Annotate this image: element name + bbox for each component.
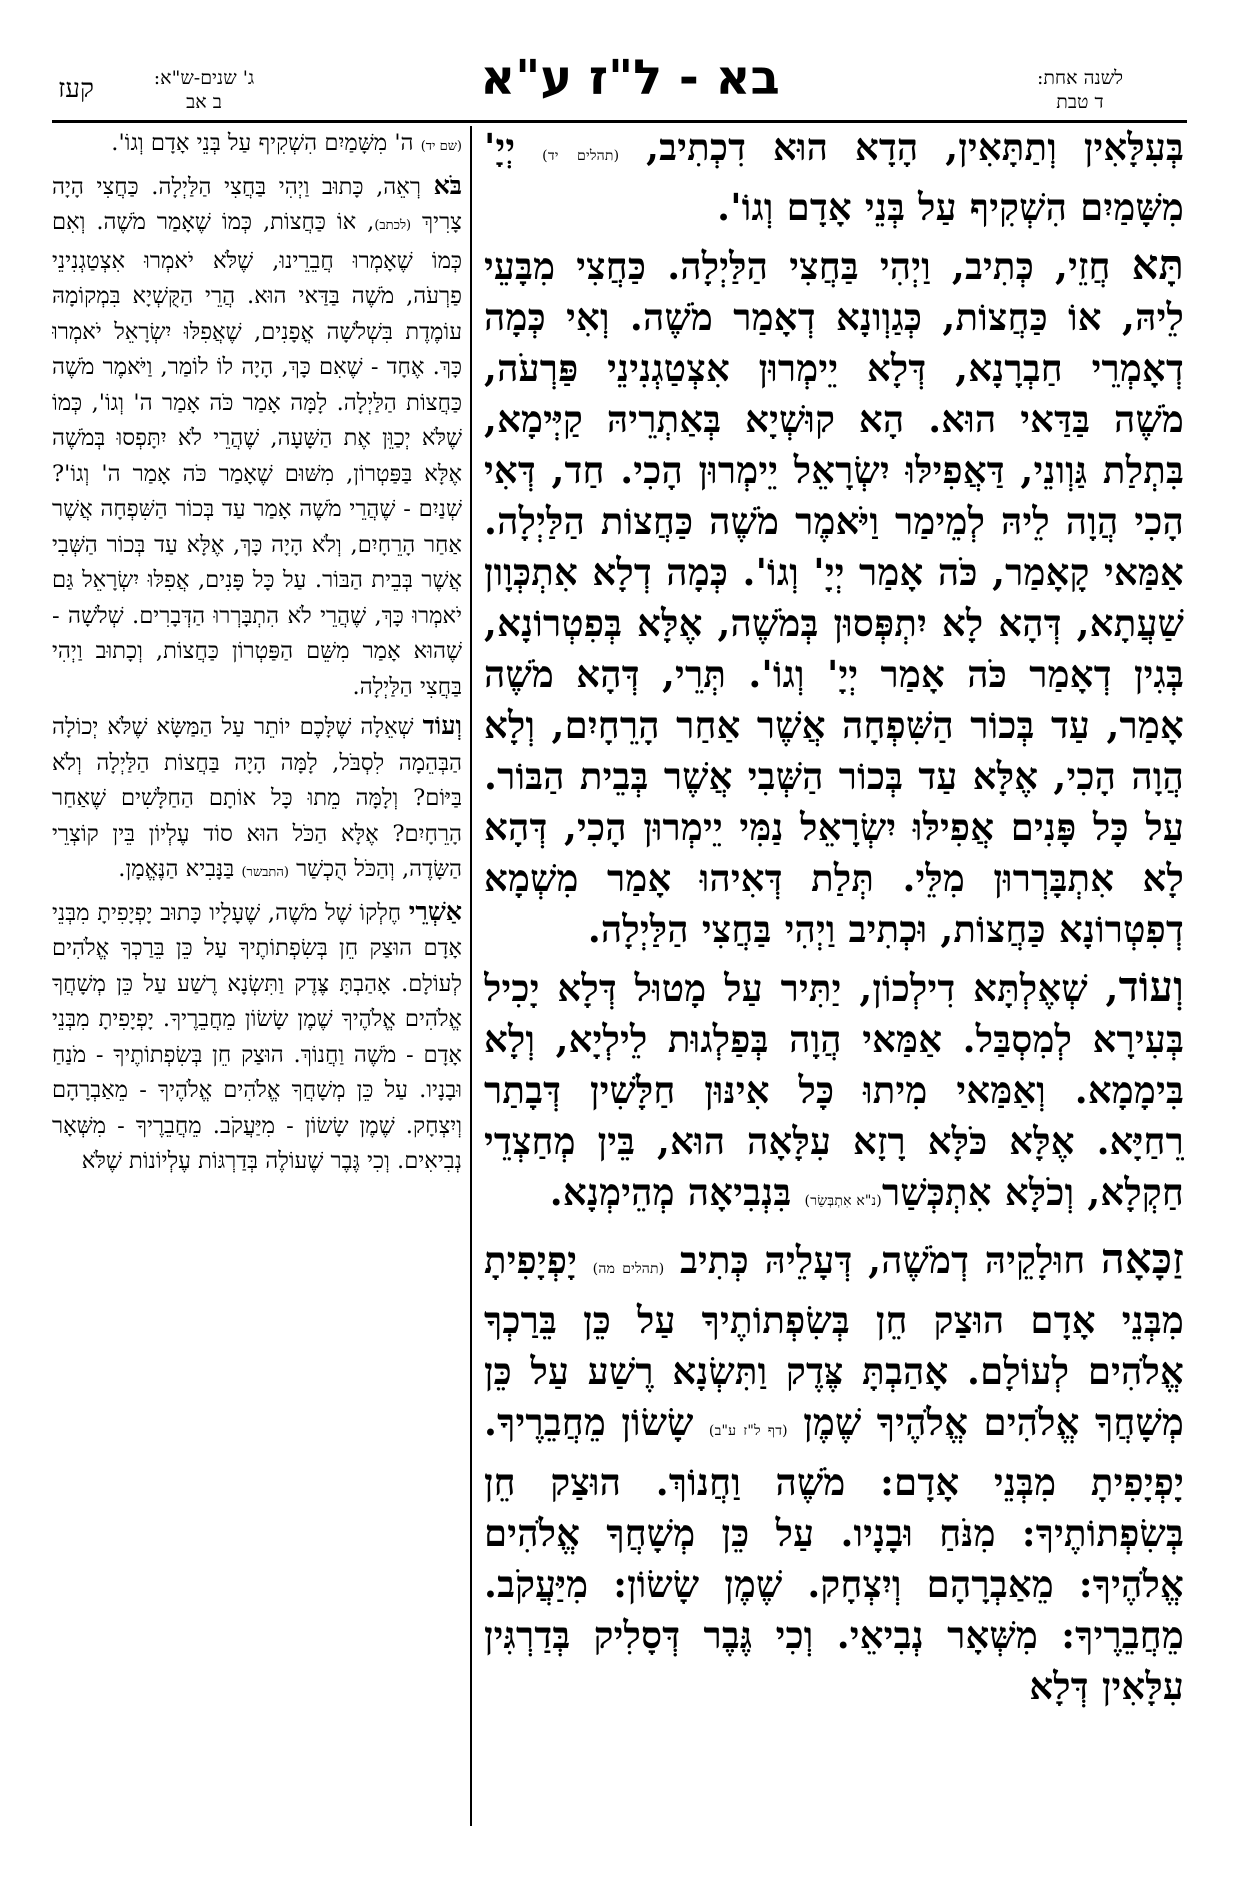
side-p4-lead-word: אַשְׁרֵי — [408, 895, 462, 926]
main-p4-folio-marker: (דף ל"ז ע"ב) — [708, 1423, 788, 1439]
side-p2-text2: , אוֹ כַּחֲצוֹת, כְּמוֹ שֶׁאָמַר מֹשֶׁה. וְאִם כְּמוֹ שֶׁאָמְרוּ חֲבֵרֵינוּ, שֶׁלֹּא יֹאמְרוּ אִצְטַגְנִינֵי פַרְעֹה, מֹשֶׁה בַּדַּאי הוּא. הֲרֵי הַקֻּשְׁיָא בִּמְקוֹמָהּ עוֹמֶדֶת בִּשְׁלֹשָׁה אֳפָנִים, שֶׁאֲפִלּוּ יִשְׂרָאֵל יֹאמְרוּ כָּךְ. אֶחָד - שֶׁאִם כָּךְ, הָיָה לוֹ לוֹמַר, וַיֹּאמֶר מֹשֶׁה כַּחֲצוֹת הַלַּיְלָה. לָמָּה אָמַר כֹּה אָמַר ה' וְגוֹ', כְּמוֹ שֶׁלֹּא יְכַוֵּן אֶת הַשָּׁעָה, שֶׁהֲרֵי לֹא יִתָּפְסוּ בְּמֹשֶׁה אֶלָּא בַּפַּטְרוֹן, מִשּׁוּם שֶׁאָמַר כֹּה אָמַר ה' וְגוֹ'? שְׁנַיִם - שֶׁהֲרֵי מֹשֶׁה אָמַר עַד בְּכוֹר הַשִּׁפְחָה אֲשֶׁר אַחַר הָרֵחָיִם, וְלֹא הָיָה כָּךְ, אֶלָּא עַד בְּכוֹר הַשְּׁבִי אֲשֶׁר בְּבֵית הַבּוֹר. עַל כָּל פָּנִים, אֲפִלּוּ יִשְׂרָאֵל גַּם יֹאמְרוּ כָּךְ, שֶׁהֲרֵי לֹא הִתְבָּרְרוּ הַדְּבָרִים. שְׁלֹשָׁה - שֶׁהוּא אָמַר מִשֵּׁם הַפַּטְרוֹן כַּחֲצוֹת, וְכָתוּב וַיְהִי בַּחֲצִי הַלַּיְלָה. — [52, 209, 462, 700]
page-number: קעז — [58, 74, 94, 104]
main-p1-reference: (תהלים יד) — [542, 148, 620, 164]
side-p3-text: שְׁאֵלָה שֶׁלָּכֶם יוֹתֵר עַל הַמַּשָּׂא שֶׁלֹּא יְכוֹלָה הַבְּהֵמָה לִסְבֹּל, לָמָּה הָיָה בַּחֲצוֹת הַלַּיְלָה וְלֹא בַּיּוֹם? וְלָמָּה מֵתוּ כָּל אוֹתָם הַחַלָּשִׁים שֶׁאַחַר הָרֵחָיִם? אֶלָּא הַכֹּל הוּא סוֹד עֶלְיוֹן בֵּין קוֹצְרֵי הַשָּׂדֶה, וְהַכֹּל הֻכְשַׁר — [52, 714, 462, 882]
side-paragraph-1 — [52, 126, 462, 165]
main-paragraph-3 — [484, 961, 1184, 1227]
side-paragraph-3 — [52, 708, 462, 891]
side-paragraph-2 — [52, 168, 462, 706]
side-p2-text: רְאֵה, כָּתוּב וַיְהִי בַּחֲצִי הַלַּיְלָה. כַּחֲצִי הָיָה צָרִיךְ — [52, 173, 462, 235]
main-p3-text2: בִּנְבִיאָה מְהֵימְנָא. — [549, 1170, 805, 1214]
side-p3-variant-note: (התבשר) — [241, 865, 289, 880]
side-p2-lead-word: בֹּא — [433, 169, 462, 200]
header-right-line2: ד טבת — [1056, 91, 1104, 113]
main-text-column — [484, 122, 1184, 1842]
main-p3-text: , שְׁאֶלְתָּא דִילְכוֹן, יַתִּיר עַל מָטוּל דְּלָא יָכִיל בְּעִירָא לְמִסְבַּל. אַמַּאי הֲוָה בְּפַלְגוּת לֵילְיָא, וְלָא בִּימָמָא. וְאַמַּאי מִיתוּ כָּל אִינּוּן חַלָּשִׁין דְּבָתַר רֵחַיָּא. אֶלָּא כֹּלָּא רָזָא עִלָּאָה הוּא, בֵּין מְחַצְדֵי חַקְלָא, וְכֹלָּא אִתְכְּשַׁר — [484, 966, 1184, 1214]
side-p2-note: (לכתב) — [374, 218, 412, 233]
main-paragraph-1 — [484, 122, 1184, 233]
side-p3-lead-word: וְעוֹד — [422, 710, 462, 740]
header-edition-one-year — [990, 66, 1170, 114]
main-p3-lead-word: וְעוֹד — [1118, 962, 1184, 1011]
main-p1-text: בְּעִלָּאִין וְתַתָּאִין, הָדָא הוּא דִכְתִיב, — [619, 125, 1184, 169]
main-p2-text: חֲזֵי, כְּתִיב, וַיְהִי בַּחֲצִי הַלַּיְלָה. כַּחֲצִי מִבָּעֵי לֵיהּ, אוֹ כַּחֲצוֹת, כְּגַוְונָא דְאָמַר מֹשֶׁה. וְאִי כְּמָה דְאָמְרֵי חַבְרָנָא, דְּלָא יֵימְרוּן אִצְטַגְנִינֵי פַּרְעֹה, מֹשֶׁה בַּדַּאי הוּא. הָא קוּשְׁיָא בְּאַתְרֵיהּ קַיְּימָא, בִּתְלַת גַּוְונֵי, דַּאֲפִילּוּ יִשְׂרָאֵל יֵימְרוּן הָכִי. חַד, דְּאִי הָכִי הֲוָה לֵיהּ לְמֵימַר וַיֹּאמֶר מֹשֶׁה כַּחֲצוֹת הַלַּיְלָה. אַמַּאי קָאָמַר, כֹּה אָמַר יְיָ' וְגוֹ'. כְּמָה דְלָא אִתְכְּוָון שַׁעֲתָא, דְּהָא לָא יִתְפְּסוּן בְּמֹשֶׁה, אֶלָּא בְּפִטְרוֹנָא, בְּגִין דְאָמַר כֹּה אָמַר יְיָ' וְגוֹ'. תְּרֵי, דְּהָא מֹשֶׁה אָמַר, עַד בְּכוֹר הַשִּׁפְחָה אֲשֶׁר אַחַר הָרֵחָיִם, וְלָא הֲוָה הָכִי, אֶלָּא עַד בְּכוֹר הַשְּׁבִי אֲשֶׁר בְּבֵית הַבּוֹר. עַל כָּל פָּנִים אֲפִילּוּ יִשְׂרָאֵל נַמִּי יֵימְרוּן הָכִי, דְּהָא לָא אִתְבָּרְרוּן מִלֵּי. תְּלַת דְּאִיהוּ אָמַר מִשְׁמָא דְפִטְרוֹנָא כַּחֲצוֹת, וּכְתִיב וַיְהִי בַּחֲצִי הַלַּיְלָה. — [484, 244, 1184, 951]
main-p4-reference: (תהלים מה) — [592, 1261, 665, 1277]
side-p1-text: ה' מִשָּׁמַיִם הִשְׁקִיף עַל בְּנֵי אָדָם וְגוֹ'. — [111, 130, 421, 156]
side-p3-text2: בַּנָּבִיא הַנֶּאֱמָן. — [118, 856, 242, 882]
header-left-line1: ג' שנים-ש"א: — [153, 67, 255, 89]
main-p3-variant-note: (נ"א אִתְבְּשַׂר) — [804, 1193, 882, 1209]
main-p4-lead-word: זַכָּאָה — [1100, 1234, 1184, 1283]
column-divider — [470, 126, 472, 1826]
side-paragraph-4 — [52, 894, 462, 1180]
header-edition-three-years — [134, 66, 274, 114]
main-p2-lead-word: תָּא — [1131, 240, 1184, 289]
header-right-line1: לשנה אחת: — [1036, 67, 1124, 89]
translation-column — [52, 126, 462, 1846]
main-p4-text2: יָפְיָפִיתָ מִבְּנֵי אָדָם הוּצַק חֵן בְּשִׂפְתוֹתֶיךָ עַל כֵּן בֵּרַכְךָ אֱלֹהִים לְעוֹלָם. אָהַבְתָּ צֶּדֶק וַתִּשְׂנָא רֶשַׁע עַל כֵּן מְשָׁחֲךָ אֱלֹהִים אֱלֹהֶיךָ שֶׁמֶן — [484, 1238, 1184, 1444]
main-p1-text2: יְיָ' מִשָּׁמַיִם הִשְׁקִיף עַל בְּנֵי אָדָם וְגוֹ'. — [484, 125, 1184, 229]
main-p4-text: חוּלָקֵיהּ דְמֹשֶׁה, דְּעָלֵיהּ כְּתִיב — [664, 1238, 1101, 1282]
side-p4-text: חֶלְקוֹ שֶׁל מֹשֶׁה, שֶׁעָלָיו כָּתוּב יָפְיָפִיתָ מִבְּנֵי אָדָם הוּצַק חֵן בְּשִׂפְתוֹתֶיךָ עַל כֵּן בֵּרַכְךָ אֱלֹהִים לְעוֹלָם. אָהַבְתָּ צֶּדֶק וַתִּשְׂנָא רֶשַׁע עַל כֵּן מְשָׁחֲךָ אֱלֹהִים אֱלֹהֶיךָ שֶׁמֶן שָׂשׂוֹן מֵחֲבֵרֶיךָ. יָפְיָפִיתָ מִבְּנֵי אָדָם - מֹשֶׁה וַחֲנוֹךְ. הוּצַק חֵן בְּשִׂפְתוֹתֶיךָ - מֹנַחַ וּבָנָיו. עַל כֵּן מְשָׁחֲךָ אֱלֹהִים אֱלֹהֶיךָ - מֵאַבְרָהָם וְיִצְחָק. שֶׁמֶן שָׂשׂוֹן - מִיַּעֲקֹב. מֵחֲבֵרֶיךָ - מִשְּׁאָר נְבִיאִים. וְכִי גֶּבֶר שֶׁעוֹלֶה בְּדַרְגּוֹת עֶלְיוֹנוֹת שֶׁלֹּא — [52, 899, 462, 1174]
page-title: בא - ל"ז ע"א — [480, 50, 780, 106]
side-p1-reference: (שם יד) — [420, 139, 462, 154]
header-left-line2: ב אב — [186, 91, 222, 113]
main-paragraph-4 — [484, 1233, 1184, 1712]
main-p4-text3: שָׂשׂוֹן מֵחֲבֵרֶיךָ. יָפְיָפִיתָ מִבְּנֵי אָדָם: מֹשֶׁה וַחֲנוֹךְ. הוּצַק חֵן בְּשִׂפְתוֹתֶיךָ: מִנֹּחַ וּבָנָיו. עַל כֵּן מְשָׁחֲךָ אֱלֹהִים אֱלֹהֶיךָ: מֵאַבְרָהָם וְיִצְחָק. שֶׁמֶן שָׂשׂוֹן: מִיַּעֲקֹב. מֵחֲבֵרֶיךָ: מִשְּׁאָר נְבִיאֵי. וְכִי גֶּבֶר דְּסָלִיק בְּדַרְגִּין עִלָּאִין דְּלָא — [484, 1400, 1184, 1708]
main-paragraph-2 — [484, 239, 1184, 955]
